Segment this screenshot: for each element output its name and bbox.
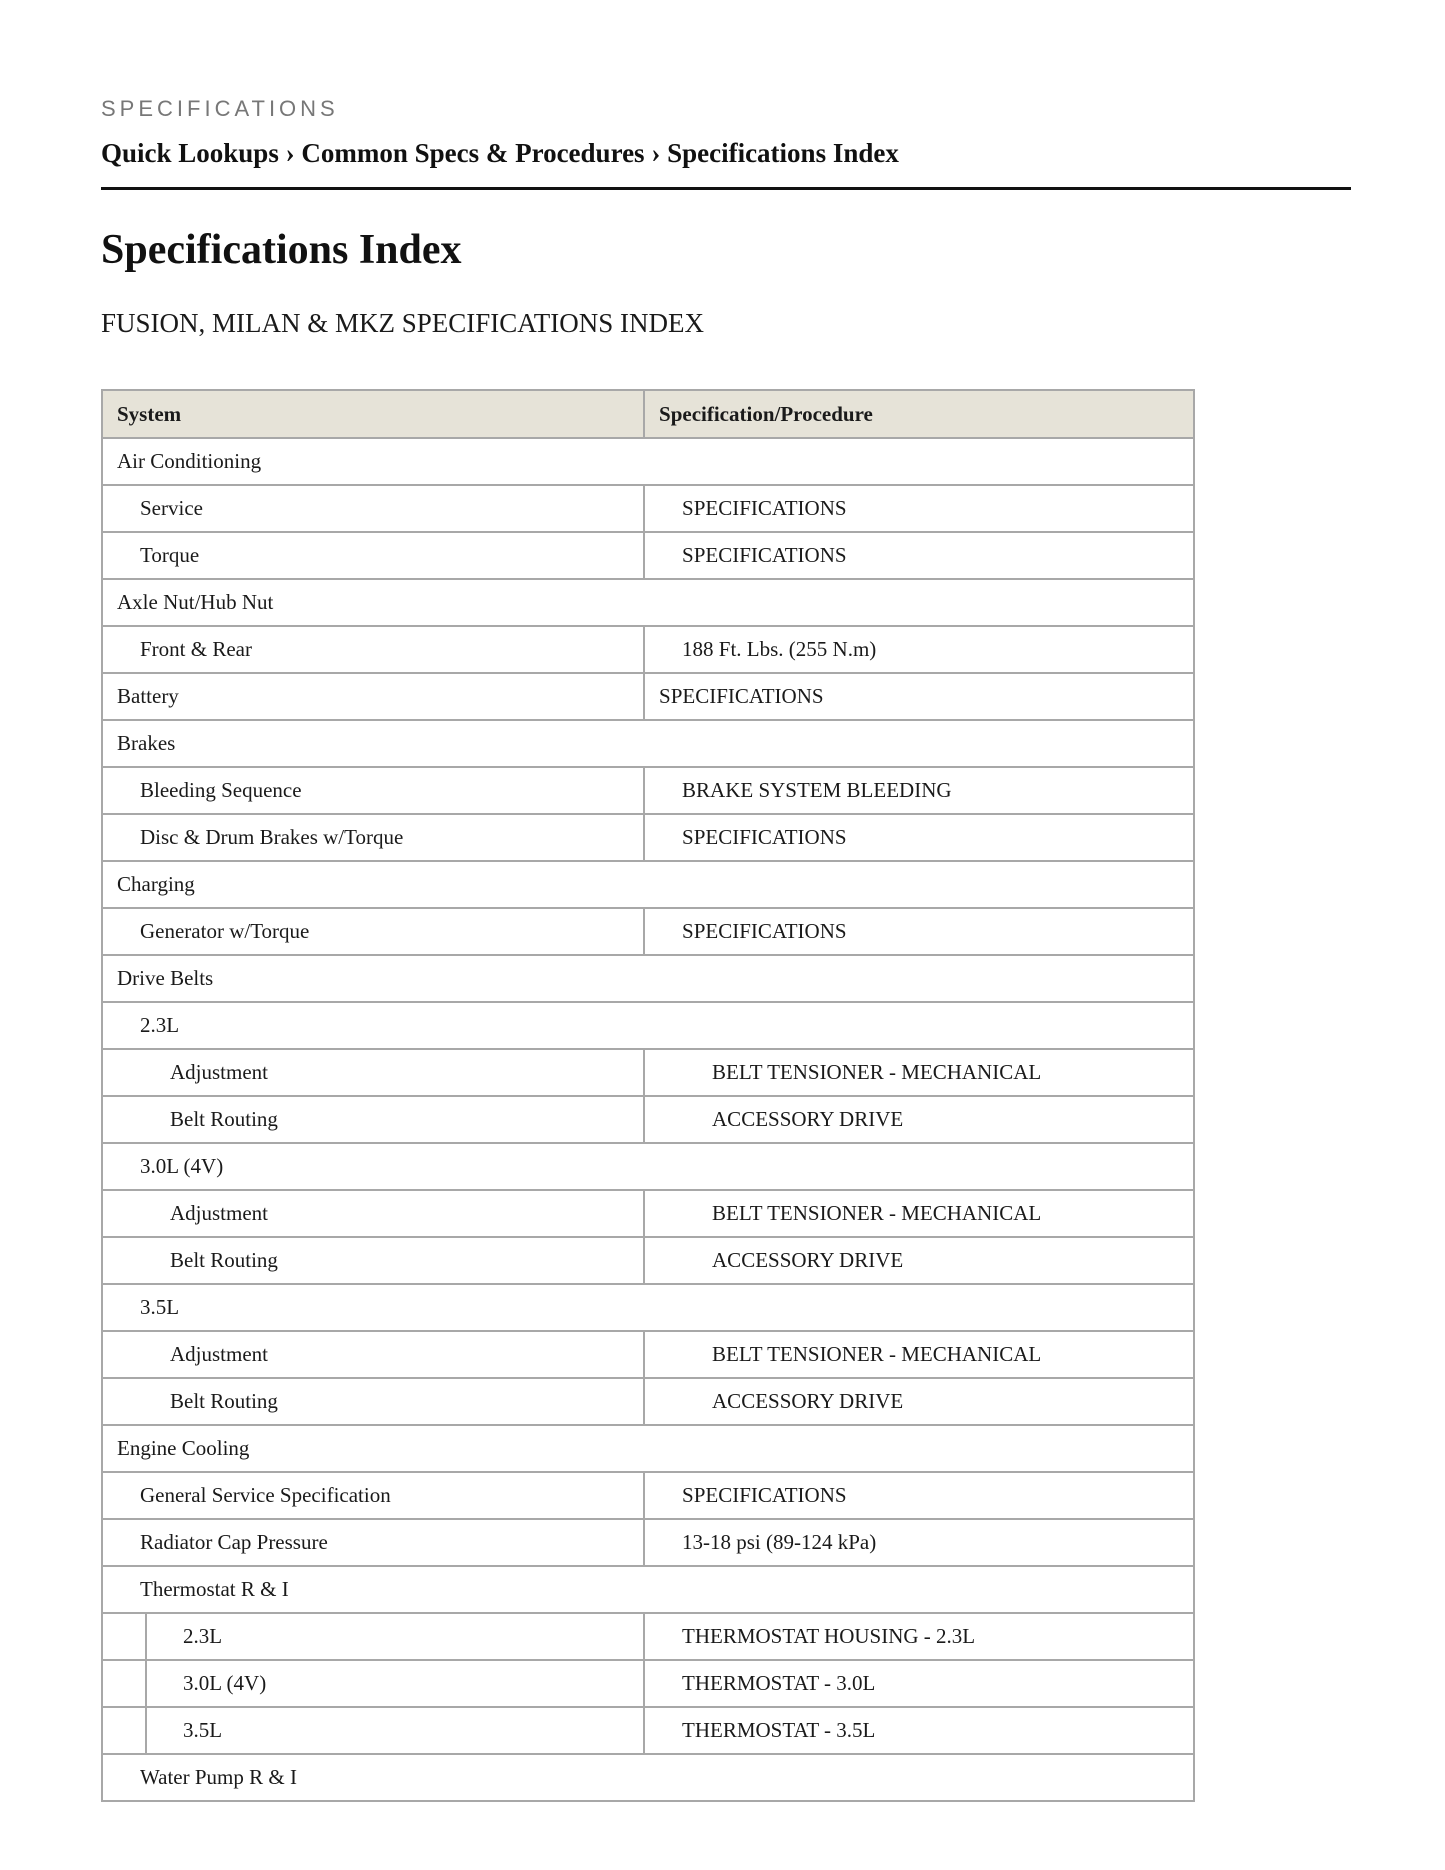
row-label: Drive Belts	[102, 955, 1194, 1002]
table-row	[102, 1707, 1194, 1754]
page-title: Specifications Index	[101, 227, 462, 273]
spec-link[interactable]: SPECIFICATIONS	[644, 673, 1194, 720]
table-row-group	[102, 1425, 1194, 1472]
indent-cell	[102, 1660, 146, 1707]
table-row	[102, 485, 1194, 532]
row-label: Bleeding Sequence	[102, 767, 644, 814]
row-label: Adjustment	[102, 1049, 644, 1096]
row-label: Battery	[102, 673, 644, 720]
row-label: Generator w/Torque	[102, 908, 644, 955]
column-header-system: System	[102, 390, 644, 438]
table-header-row	[102, 390, 1194, 438]
indent-cell	[102, 1707, 146, 1754]
row-label: 3.5L	[102, 1284, 1194, 1331]
row-label: Air Conditioning	[102, 438, 1194, 485]
row-label: Thermostat R & I	[102, 1566, 1194, 1613]
spec-link[interactable]: BELT TENSIONER - MECHANICAL	[644, 1049, 1194, 1096]
table-row-group	[102, 861, 1194, 908]
table-row	[102, 1472, 1194, 1519]
spec-value: 13-18 psi (89-124 kPa)	[644, 1519, 1194, 1566]
breadcrumb-separator: ›	[285, 138, 295, 168]
section-label: SPECIFICATIONS	[101, 96, 339, 121]
spec-link[interactable]: THERMOSTAT - 3.0L	[644, 1660, 1194, 1707]
spec-link[interactable]: BELT TENSIONER - MECHANICAL	[644, 1331, 1194, 1378]
table-row	[102, 1237, 1194, 1284]
table-row-group	[102, 955, 1194, 1002]
table-row	[102, 1519, 1194, 1566]
row-label: Engine Cooling	[102, 1425, 1194, 1472]
spec-link[interactable]: THERMOSTAT HOUSING - 2.3L	[644, 1613, 1194, 1660]
spec-link[interactable]: SPECIFICATIONS	[644, 908, 1194, 955]
row-label: General Service Specification	[102, 1472, 644, 1519]
row-label: Radiator Cap Pressure	[102, 1519, 644, 1566]
table-row-subgroup	[102, 1143, 1194, 1190]
table-row	[102, 1613, 1194, 1660]
spec-link[interactable]: ACCESSORY DRIVE	[644, 1378, 1194, 1425]
table-row-subgroup	[102, 1284, 1194, 1331]
breadcrumb-separator: ›	[651, 138, 661, 168]
spec-link[interactable]: ACCESSORY DRIVE	[644, 1237, 1194, 1284]
row-label: Belt Routing	[102, 1237, 644, 1284]
row-label: 3.0L (4V)	[146, 1660, 644, 1707]
breadcrumb-item-common-specs[interactable]: Common Specs & Procedures	[301, 138, 645, 168]
spec-link[interactable]: SPECIFICATIONS	[644, 532, 1194, 579]
row-label: Axle Nut/Hub Nut	[102, 579, 1194, 626]
table-row	[102, 1331, 1194, 1378]
row-label: Front & Rear	[102, 626, 644, 673]
column-header-specification: Specification/Procedure	[644, 390, 1194, 438]
row-label: Charging	[102, 861, 1194, 908]
table-row	[102, 626, 1194, 673]
row-label: 2.3L	[146, 1613, 644, 1660]
row-label: 3.0L (4V)	[102, 1143, 1194, 1190]
header-divider	[101, 187, 1351, 190]
breadcrumb-item-quick-lookups[interactable]: Quick Lookups	[101, 138, 279, 168]
table-row	[102, 1096, 1194, 1143]
table-row	[102, 1190, 1194, 1237]
table-row-subgroup	[102, 1754, 1194, 1801]
table-row-group	[102, 720, 1194, 767]
spec-link[interactable]: ACCESSORY DRIVE	[644, 1096, 1194, 1143]
row-label: Water Pump R & I	[102, 1754, 1194, 1801]
spec-link[interactable]: SPECIFICATIONS	[644, 814, 1194, 861]
table-row-subgroup	[102, 1002, 1194, 1049]
spec-value: 188 Ft. Lbs. (255 N.m)	[644, 626, 1194, 673]
breadcrumb-item-current: Specifications Index	[667, 138, 899, 168]
row-label: 2.3L	[102, 1002, 1194, 1049]
table-row	[102, 908, 1194, 955]
row-label: Belt Routing	[102, 1096, 644, 1143]
row-label: Torque	[102, 532, 644, 579]
table-row	[102, 1049, 1194, 1096]
table-row-group	[102, 438, 1194, 485]
table-row	[102, 1378, 1194, 1425]
table-row	[102, 673, 1194, 720]
indent-cell	[102, 1613, 146, 1660]
row-label: Adjustment	[102, 1190, 644, 1237]
specifications-table	[101, 389, 1195, 1802]
table-row	[102, 1660, 1194, 1707]
table-row	[102, 532, 1194, 579]
spec-link[interactable]: THERMOSTAT - 3.5L	[644, 1707, 1194, 1754]
row-label: Service	[102, 485, 644, 532]
row-label: 3.5L	[146, 1707, 644, 1754]
table-row-subgroup	[102, 1566, 1194, 1613]
spec-link[interactable]: BELT TENSIONER - MECHANICAL	[644, 1190, 1194, 1237]
row-label: Adjustment	[102, 1331, 644, 1378]
table-row	[102, 814, 1194, 861]
table-row	[102, 767, 1194, 814]
table-row-group	[102, 579, 1194, 626]
row-label: Brakes	[102, 720, 1194, 767]
page-subtitle: FUSION, MILAN & MKZ SPECIFICATIONS INDEX	[101, 308, 705, 338]
spec-link[interactable]: BRAKE SYSTEM BLEEDING	[644, 767, 1194, 814]
spec-link[interactable]: SPECIFICATIONS	[644, 485, 1194, 532]
breadcrumb	[101, 138, 899, 169]
row-label: Disc & Drum Brakes w/Torque	[102, 814, 644, 861]
spec-link[interactable]: SPECIFICATIONS	[644, 1472, 1194, 1519]
row-label: Belt Routing	[102, 1378, 644, 1425]
